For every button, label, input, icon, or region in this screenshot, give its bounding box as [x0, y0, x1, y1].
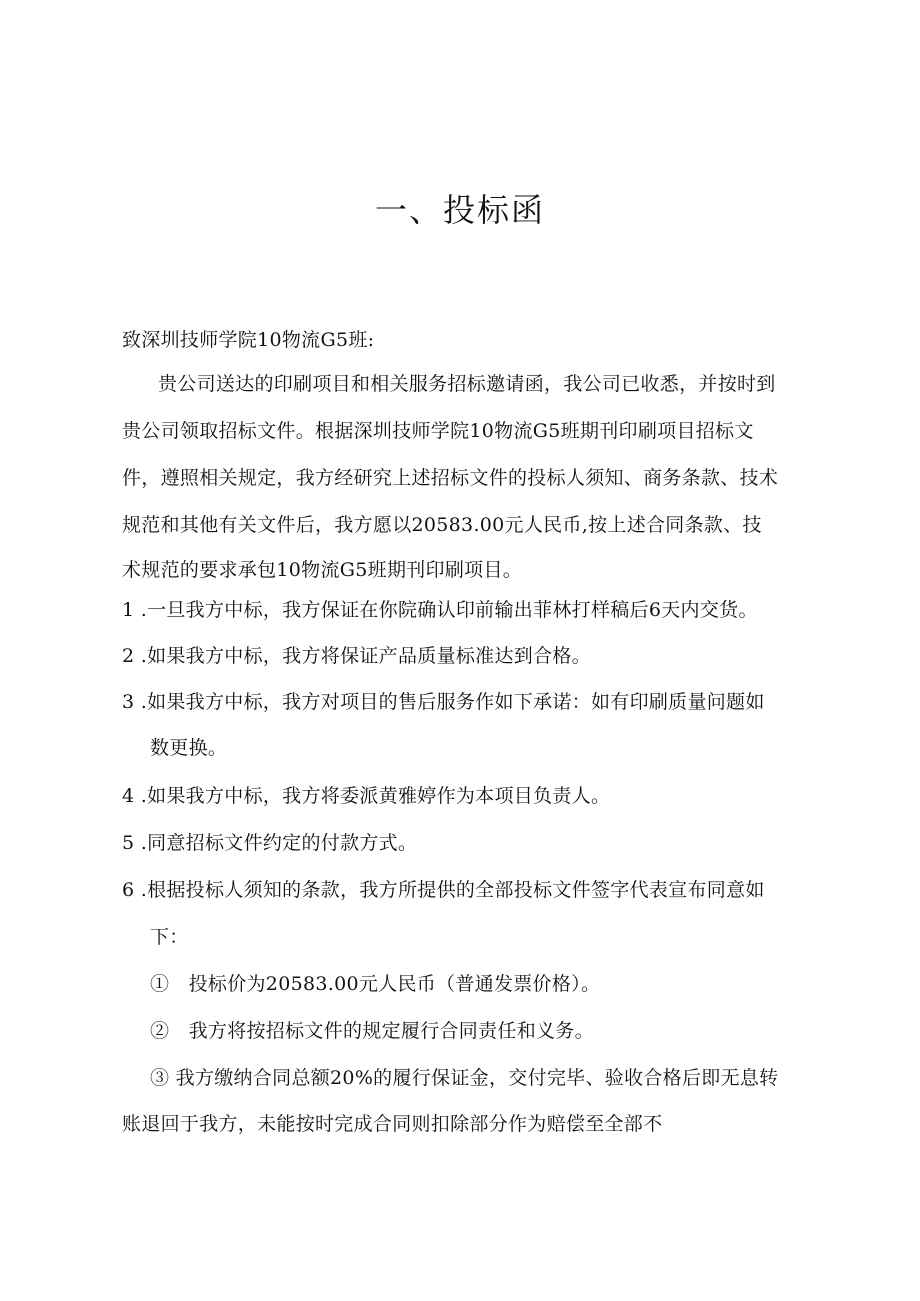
- intro-line-4: 规范和其他有关文件后，我方愿以20583.00元人民币,按上述合同条款、技: [122, 514, 762, 536]
- list-item-2: 2 .如果我方中标，我方将保证产品质量标准达到合格。: [122, 645, 591, 667]
- subitem-3-continued: 账退回于我方，未能按时完成合同则扣除部分作为赔偿至全部不: [122, 1113, 663, 1135]
- list-item-6-continued: 下：: [150, 926, 189, 948]
- list-item-3: 3 .如果我方中标，我方对项目的售后服务作如下承诺：如有印刷质量问题如: [122, 691, 765, 713]
- list-item-5: 5 .同意招标文件约定的付款方式。: [122, 832, 418, 854]
- salutation: 致深圳技师学院10物流G5班:: [122, 329, 375, 351]
- intro-line-1: 贵公司送达的印刷项目和相关服务招标邀请函，我公司已收悉，并按时到: [158, 373, 776, 395]
- list-item-6: 6 .根据投标人须知的条款，我方所提供的全部投标文件签字代表宣布同意如: [122, 879, 765, 901]
- intro-line-2: 贵公司领取招标文件。根据深圳技师学院10物流G5班期刊印刷项目招标文: [122, 420, 754, 442]
- list-item-3-continued: 数更换。: [150, 737, 228, 759]
- list-item-4: 4 .如果我方中标，我方将委派黄雅婷作为本项目负责人。: [122, 785, 611, 807]
- document-title: 一、投标函: [374, 191, 545, 229]
- list-item-1: 1 .一旦我方中标，我方保证在你院确认印前输出菲林打样稿后6天内交货。: [122, 599, 758, 621]
- subitem-2: ② 我方将按招标文件的规定履行合同责任和义务。: [150, 1020, 594, 1042]
- subitem-3: ③ 我方缴纳合同总额20%的履行保证金，交付完毕、验收合格后即无息转: [150, 1067, 779, 1089]
- intro-line-5: 术规范的要求承包10物流G5班期刊印刷项目。: [122, 559, 523, 581]
- intro-line-3: 件，遵照相关规定，我方经研究上述招标文件的投标人须知、商务条款、技术: [122, 467, 779, 489]
- subitem-1: ① 投标价为20583.00元人民币（普通发票价格）。: [150, 973, 601, 995]
